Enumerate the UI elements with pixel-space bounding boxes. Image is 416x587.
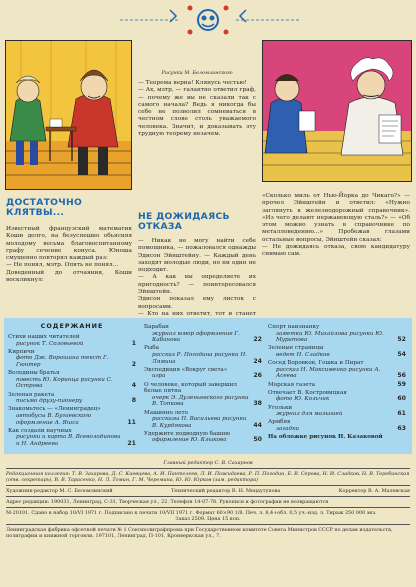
toc-author: рисунок Т. Соловьевой [16,340,84,347]
toc-heading: СОДЕРЖАНИЕ [40,322,104,330]
print-line-2: Заказ 2509. Цена 15 коп. [175,516,241,522]
left-p2: — Не понял, мэтр. Опять не понял... [6,262,119,269]
middle-p4: — Кто на них ответит, тот и станет [138,310,256,317]
toc-title: Машинно лето [144,409,188,416]
toc-item[interactable] [144,431,262,444]
table-of-contents [4,318,412,454]
toc-author: автобусы В. Бугаевского оформление А. Яшса [16,412,92,426]
address: Адрес редакции: 190031, Ленинград, С-31, Творческая ул., 22. Телефон 14-07-78. Рукописи и фотографии не возвращаются [6,499,329,505]
toc-page: 2 [131,360,136,368]
editorial-board: Редакционная коллегия: Т. В. Захарова, Д. С. Киевцева, А. И. Пантелеев, Л. И. Пожидаева, Р. П. Погодин, Е. В. Серова, Н. И. Сладков, Н. В. Теребинская (отв. секретарь), В. В. Тарасенко, Н. Л. Томин, Г. М. Черемина, Ю. Ю. Юрков (зам. редактора) [6,471,410,483]
toc-item[interactable] [8,406,136,426]
toc-column-1 [8,322,136,449]
corrector: Корректор В. А. Малевская [338,488,410,494]
toc-item[interactable] [8,334,136,347]
toc-item[interactable] [8,349,136,369]
story-top-p2: — Ах, мэтр, — галантно ответил граф, — почему же вы не сказали так с самого начала? Ведь я никогда бы себе не позволил сомневаться в честном слове столь уважаемого человека. Значит, и доказывать эту трудную теорему незачем. [138,87,256,138]
middle-text [138,238,256,326]
toc-page: 56 [397,372,406,380]
toc-item[interactable] [144,345,262,365]
illustration-einstein [262,40,412,182]
toc-page: 21 [127,439,136,447]
toc-page: 59 [397,380,406,388]
toc-author: рассказ Н. Максименко рисунки А. Асеева [276,366,381,380]
imprint [6,460,410,539]
middle-p2: — А как вы определяете их пригодность? — поинтересовался Эйнштейн. [138,274,256,296]
toc-page: 8 [131,397,136,405]
toc-author: фото Ю. Кольчик [276,396,330,403]
left-p1: Известный французский математик Коши долго, на безуспешно обьясняя молодому весьма благовоспитанному графу сечение конуса. Юноша смущенно повторял каждый раз: [6,226,132,262]
header-ornament [0,0,416,40]
toc-item[interactable] [268,360,406,380]
toc-page: 60 [397,395,406,403]
toc-author: рисунки и карта В. Всеволодинова и Н. Андреева [16,434,121,447]
toc-author: журнал юмор оформление Г. Кабанова [152,330,240,344]
right-p2: — Не дожидаясь отказа, свою кандидатуру снимаю сам. [262,244,410,258]
toc-title: Экспедиция «Вокруг света» [144,366,228,373]
story-top-p1: — Теорема верна! Клянусь честью! [138,80,247,86]
toc-title: Удержите подводную башню [144,430,231,437]
toc-title: Стихи наших читателей [8,334,80,340]
toc-author: ведет Н. Сладков [276,351,330,358]
toc-title: Рыба [144,345,159,352]
toc-title: Армбяв [268,419,291,426]
middle-heading: НЕ ДОЖИДАЯСЬ ОТКАЗА [138,211,230,232]
toc-author: рассказ Р. Погодина рисунки Н. Лямина [152,351,248,365]
toc-title: Спорт наизнанку [268,324,320,330]
staff-line [6,488,410,494]
toc-title: Отвечает В. Костровицкая [268,389,347,396]
toc-item[interactable] [144,410,262,430]
chief-editor: Главный редактор С. В. Сахарнов [163,460,253,466]
toc-page: 4 [131,382,136,390]
artist-editor: Художник-редактор М. С. Беломлинский [6,488,113,494]
toc-item[interactable] [268,345,406,358]
toc-author: загадки [276,425,300,432]
toc-item[interactable] [268,434,406,441]
toc-title: О человеке, который завершил белые пятна [144,381,237,395]
toc-item[interactable] [268,382,406,389]
toc-page: 11 [127,418,136,426]
toc-title: На обложке рисунок Н. Казаковой [268,434,383,441]
toc-item[interactable] [144,382,262,408]
toc-author: игра [152,373,166,380]
toc-title: Сосед Боровков, Гошка и Пират [268,360,364,367]
toc-author: рассказы П. Васильева рисунки В. Курдякова [152,416,247,429]
toc-author: очерк Э. Дуленьевского рисунки В. Топкова [152,394,249,408]
toc-item[interactable] [144,324,262,344]
toc-page: 24 [253,357,262,365]
left-heading: ДОСТАТОЧНО КЛЯТВЫ... [6,197,83,218]
toc-column-3 [268,324,406,442]
toc-page: 38 [253,400,262,408]
toc-title: Володины братья [8,370,60,377]
toc-title: Кирпичи [8,348,35,355]
print-line-1: М-20101. Сдано в набор 10/VI 1971 г. Подписано к печати 10/VII 1971 г. Формат 60×90 1/8. Печ. л. 8,4+обл. 0,5 уч.-изд. л. Тираж 350 000 экз. [6,510,377,516]
toc-title: Как создали научных [8,427,72,434]
toc-title: Барабан [144,324,169,330]
printer-footer: Ленинградская фабрика офсетной печати № 1 Союзполиграфпрома при Государственном комитете Совета Министров СССР по делам издательств, полиграфии и книжной торговли. 197101, Ленинград, П-101, Кронверкская ул., 7. [6,527,393,539]
toc-author: журнал для малышей [276,411,343,418]
toc-author: письмо друзу-пионеру [16,398,83,405]
toc-item[interactable] [268,419,406,432]
story-top-text [138,80,256,138]
toc-item[interactable] [268,405,406,418]
toc-title: Угольки [268,404,293,411]
toc-page: 22 [253,336,262,344]
toc-page: 52 [397,336,406,344]
right-p1: «Сколько миль от Нью-Йорка до Чикаго?» — прочел Эйнштейн и ответил: «Нужно заглянуть в железнодорожный справочник». «Из чего делают нержавеющую сталь?» — «Об этом можно узнать в справочнике по металловедению...» Пробежав глазами остальные вопросы, Эйнштейн сказал: [262,193,410,243]
toc-page: 44 [253,421,262,429]
tech-editor: Технический редактор В. Н. Мецаутупова [171,488,281,494]
toc-page: 54 [397,350,406,358]
toc-item[interactable] [268,390,406,403]
toc-item[interactable] [8,370,136,390]
toc-title: Знакомьтесь — «Ленинградец» [8,406,101,413]
toc-title: Зеленые страницы [268,345,324,352]
toc-title: Зеленая ракета [8,391,55,398]
toc-page: 63 [397,424,406,432]
toc-item[interactable] [8,428,136,448]
right-text [262,193,410,259]
toc-author: фото Дж. Ворошина текст Г. Гюнтер [16,355,109,368]
left-p3: Доведенный до отчаяния, Коши воскликнул: [6,269,132,284]
toc-author: заметки Ю. Михайлова рисунки Ю. Муратова [276,330,384,344]
illustration-cauchy [5,40,132,190]
toc-item[interactable] [144,367,262,380]
toc-page: 61 [397,410,406,418]
toc-author: оформление Ю. Клыкова [152,437,227,444]
toc-page: 50 [253,436,262,444]
middle-p3: Эдисон показал ему листок с вопросами. [138,296,256,310]
left-text [6,226,132,284]
illustration-caption: Рисунки М. Беломлинского [161,70,233,76]
middle-p1: — Никак не могу найти себе помощника, — пожаловался однажды Эдисон Эйнштейну. — Каждый день заходят молодые люди, но ни один не подходит. [138,238,256,274]
toc-author: повесть Ю. Коринца рисунки С. Острова [16,376,113,390]
toc-page: 26 [253,372,262,380]
toc-column-2 [144,324,262,446]
toc-page: 1 [131,339,136,347]
toc-item[interactable] [8,392,136,405]
toc-title: Морская газета [268,381,316,388]
toc-item[interactable] [268,324,406,344]
